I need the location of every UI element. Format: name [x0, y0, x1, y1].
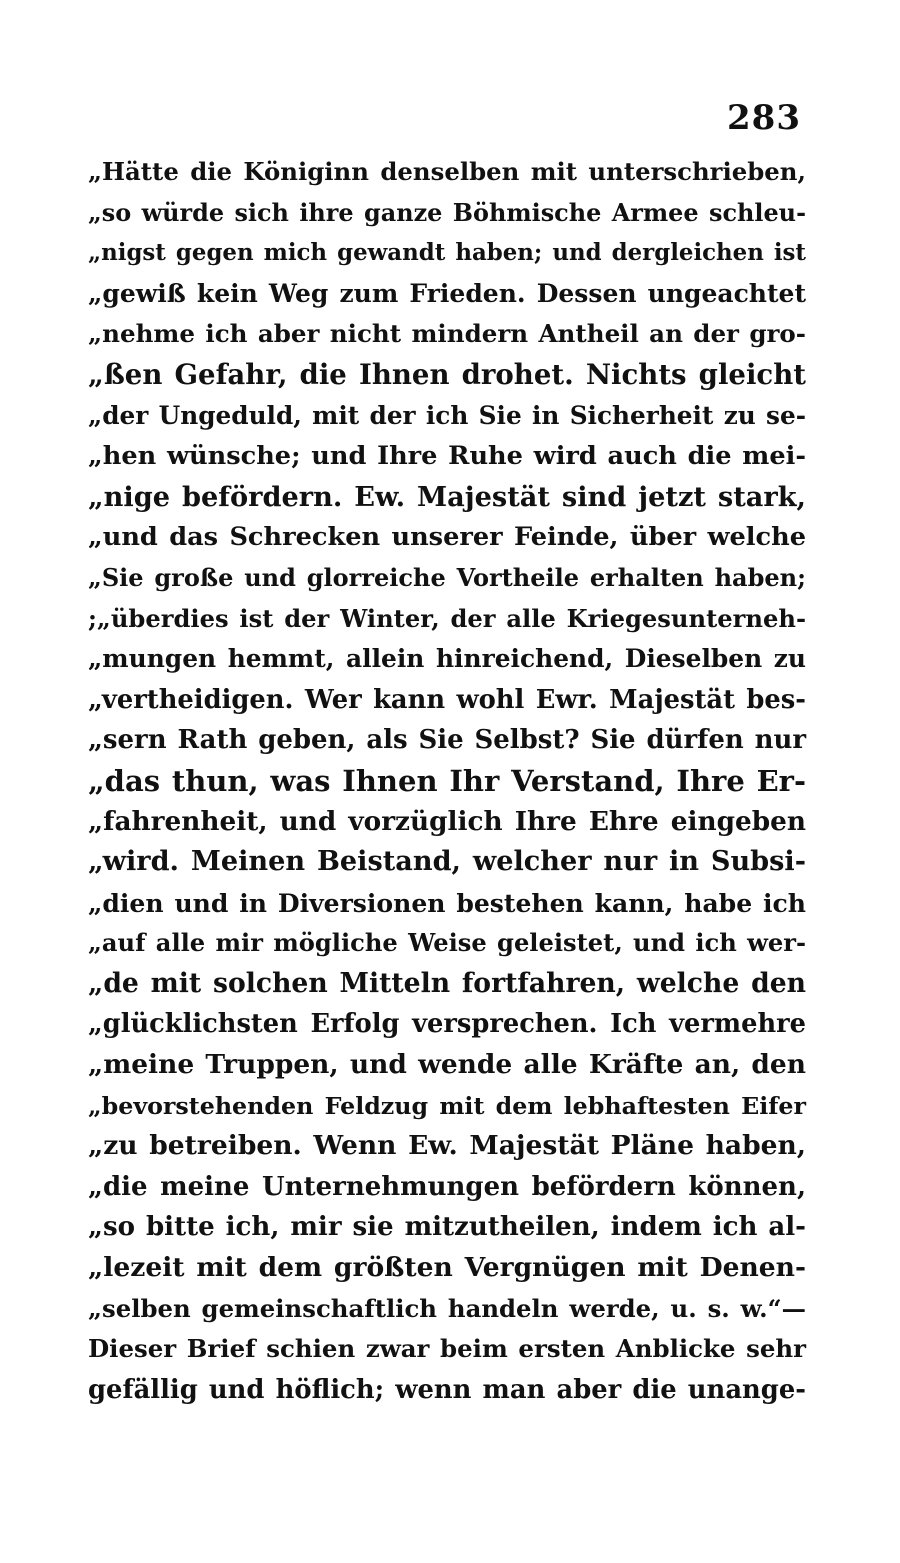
text-line: „ßen Gefahr, die Ihnen drohet. Nichts gleicht: [88, 357, 806, 391]
text-line: „meine Truppen, und wende alle Kräfte an, den: [88, 1049, 806, 1081]
text-line: „vertheidigen. Wer kann wohl Ewr. Majestät bes-: [88, 684, 806, 715]
text-line: „nehme ich aber nicht mindern Antheil an der gro-: [88, 319, 806, 349]
text-line: „so bitte ich, mir sie mitzutheilen, indem ich al-: [88, 1212, 806, 1243]
page-number: 283: [727, 98, 801, 138]
text-line: „lezeit mit dem größten Vergnügen mit Denen-: [88, 1252, 806, 1284]
text-line: ;„überdies ist der Winter, der alle Kriegesunterneh-: [88, 603, 806, 633]
text-line: „selben gemeinschaftlich handeln werde, u. s. w.“—: [88, 1293, 806, 1323]
text-line: „hen wünsche; und Ihre Ruhe wird auch die mei-: [88, 441, 806, 472]
text-line: „zu betreiben. Wenn Ew. Majestät Pläne haben,: [88, 1130, 806, 1162]
text-line: „nigst gegen mich gewandt haben; und dergleichen ist: [88, 240, 806, 267]
text-line: „auf alle mir mögliche Weise geleistet, und ich wer-: [88, 928, 806, 958]
text-line: „nige befördern. Ew. Majestät sind jetzt stark,: [88, 480, 806, 513]
text-line: „das thun, was Ihnen Ihr Verstand, Ihre Er-: [88, 763, 806, 798]
body-text: [88, 152, 806, 1410]
text-line: „und das Schrecken unserer Feinde, über welche: [88, 522, 806, 553]
text-line: „der Ungeduld, mit der ich Sie in Sicherheit zu se-: [88, 400, 806, 430]
text-line: „sern Rath geben, als Sie Selbst? Sie dürfen nur: [88, 725, 806, 756]
text-line: „glücklichsten Erfolg versprechen. Ich vermehre: [88, 1009, 806, 1040]
text-line: „de mit solchen Mitteln fortfahren, welche den: [88, 967, 806, 999]
text-line: Dieser Brief schien zwar beim ersten Anblicke sehr: [88, 1334, 806, 1364]
text-line: „gewiß kein Weg zum Frieden. Dessen ungeachtet: [88, 278, 806, 308]
text-line: „die meine Unternehmungen befördern können,: [88, 1171, 806, 1202]
text-line: „so würde sich ihre ganze Böhmische Armee schleu-: [88, 198, 806, 227]
text-line: „fahrenheit, und vorzüglich Ihre Ehre eingeben: [88, 805, 806, 837]
text-line: „dien und in Diversionen bestehen kann, habe ich: [88, 887, 806, 918]
text-line: „wird. Meinen Beistand, welcher nur in Subsi-: [88, 846, 806, 878]
text-line: „Hätte die Königinn denselben mit unterschrieben,: [88, 157, 806, 186]
text-line: „mungen hemmt, allein hinreichend, Dieselben zu: [88, 644, 806, 674]
text-line: „Sie große und glorreiche Vortheile erhalten haben;: [88, 562, 806, 592]
text-line: gefällig und höflich; wenn man aber die unange-: [88, 1374, 806, 1405]
text-line: „bevorstehenden Feldzug mit dem lebhaftesten Eifer: [88, 1091, 806, 1120]
